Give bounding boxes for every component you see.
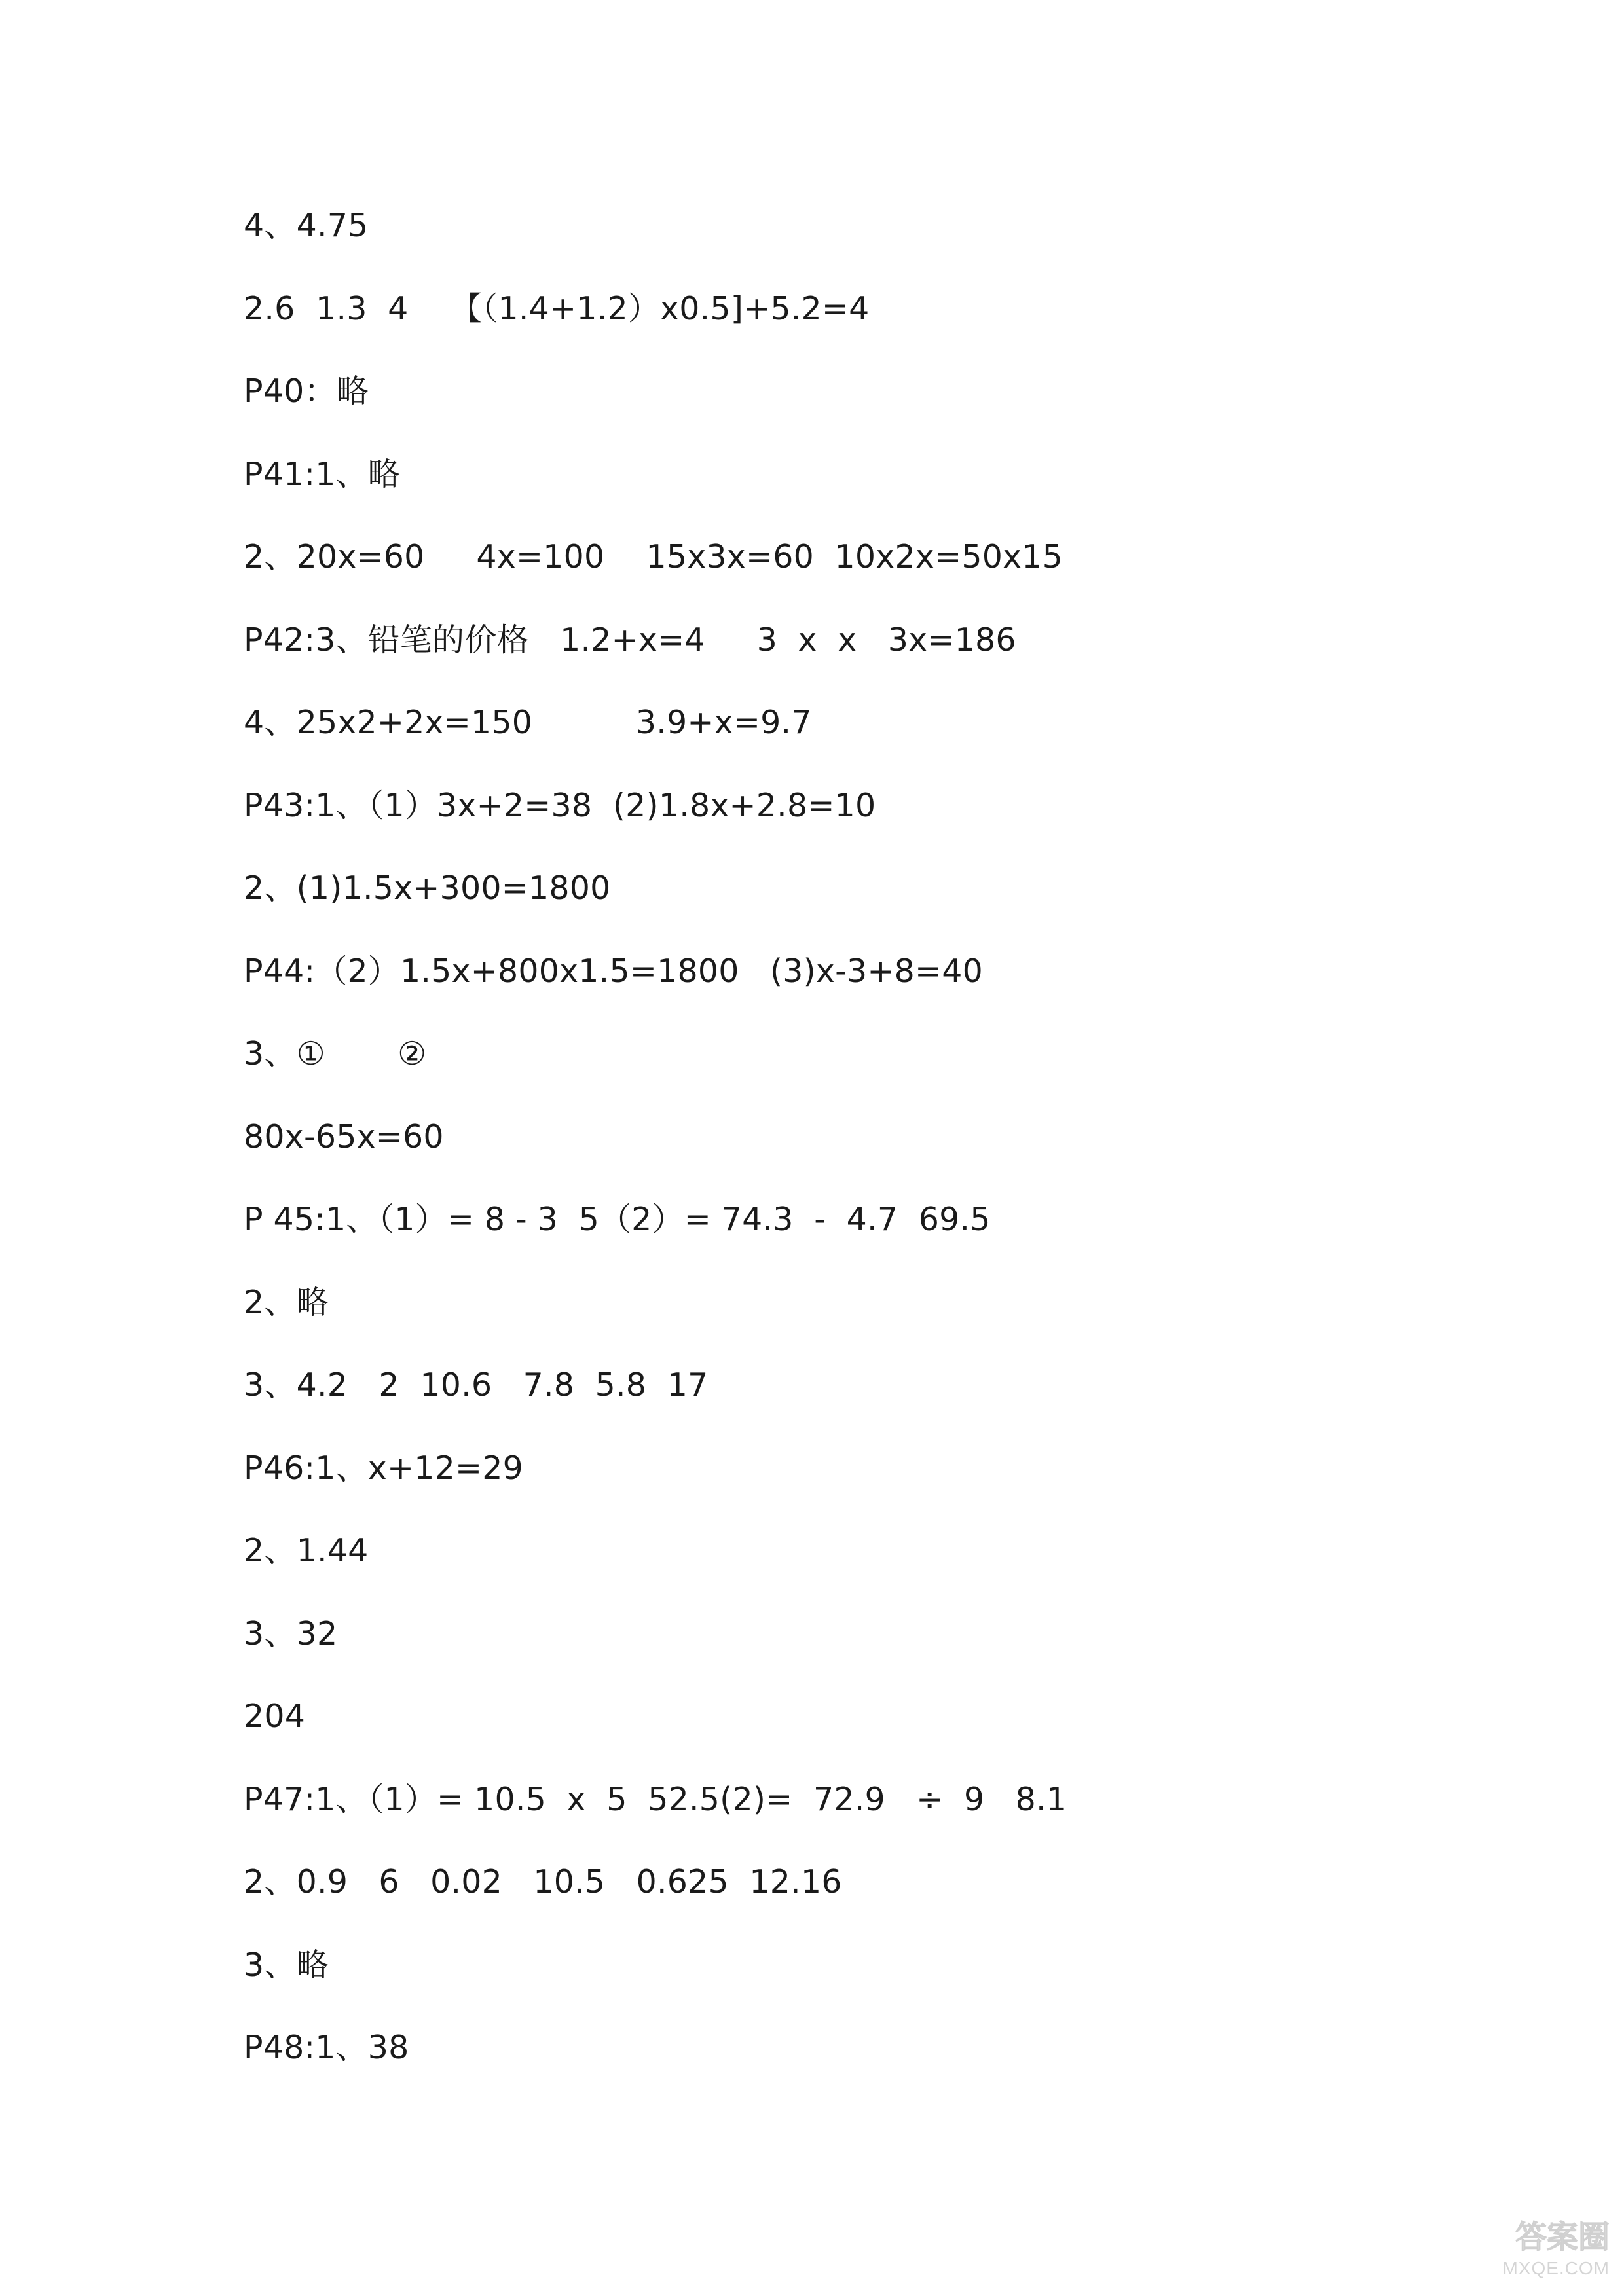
answer-line: P41:1、略 <box>244 456 400 493</box>
answer-line: P44:（2）1.5x+800x1.5=1800 (3)x-3+8=40 <box>244 953 984 990</box>
answer-line: P42:3、铅笔的价格 1.2+x=4 3 x x 3x=186 <box>244 621 1016 659</box>
answer-line: P47:1、（1）= 10.5 x 5 52.5(2)= 72.9 ÷ 9 8.1 <box>244 1781 1067 1818</box>
answer-line: P46:1、x+12=29 <box>244 1449 523 1487</box>
answer-line: 2、略 <box>244 1284 329 1321</box>
answer-line: P 45:1、（1）= 8 - 3 5（2）= 74.3 - 4.7 69.5 <box>244 1201 991 1238</box>
answer-line: 4、25x2+2x=150 3.9+x=9.7 <box>244 704 812 741</box>
answer-line: P43:1、（1）3x+2=38 (2)1.8x+2.8=10 <box>244 787 876 824</box>
answer-line: 3、略 <box>244 1946 329 1984</box>
answer-line: 3、① ② <box>244 1035 427 1072</box>
answer-line: 2、0.9 6 0.02 10.5 0.625 12.16 <box>244 1863 842 1901</box>
answer-line: 2、1.44 <box>244 1532 369 1569</box>
watermark-logo <box>1446 2219 1610 2284</box>
answer-line: 2、20x=60 4x=100 15x3x=60 10x2x=50x15 <box>244 538 1063 575</box>
answer-line: 2.6 1.3 4 【（1.4+1.2）x0.5]+5.2=4 <box>244 290 870 327</box>
answer-line: 80x-65x=60 <box>244 1118 444 1156</box>
answer-line: P48:1、38 <box>244 2029 409 2066</box>
answer-line: 4、4.75 <box>244 207 369 244</box>
answer-line: 204 <box>244 1698 306 1735</box>
watermark-text: 答案圈 <box>1515 2219 1610 2255</box>
watermark-url: MXQE.COM <box>1502 2258 1610 2278</box>
answer-line: 3、4.2 2 10.6 7.8 5.8 17 <box>244 1366 709 1404</box>
answer-line: P40：略 <box>244 373 369 410</box>
answer-line: 2、(1)1.5x+300=1800 <box>244 869 611 907</box>
answer-line: 3、32 <box>244 1615 338 1652</box>
